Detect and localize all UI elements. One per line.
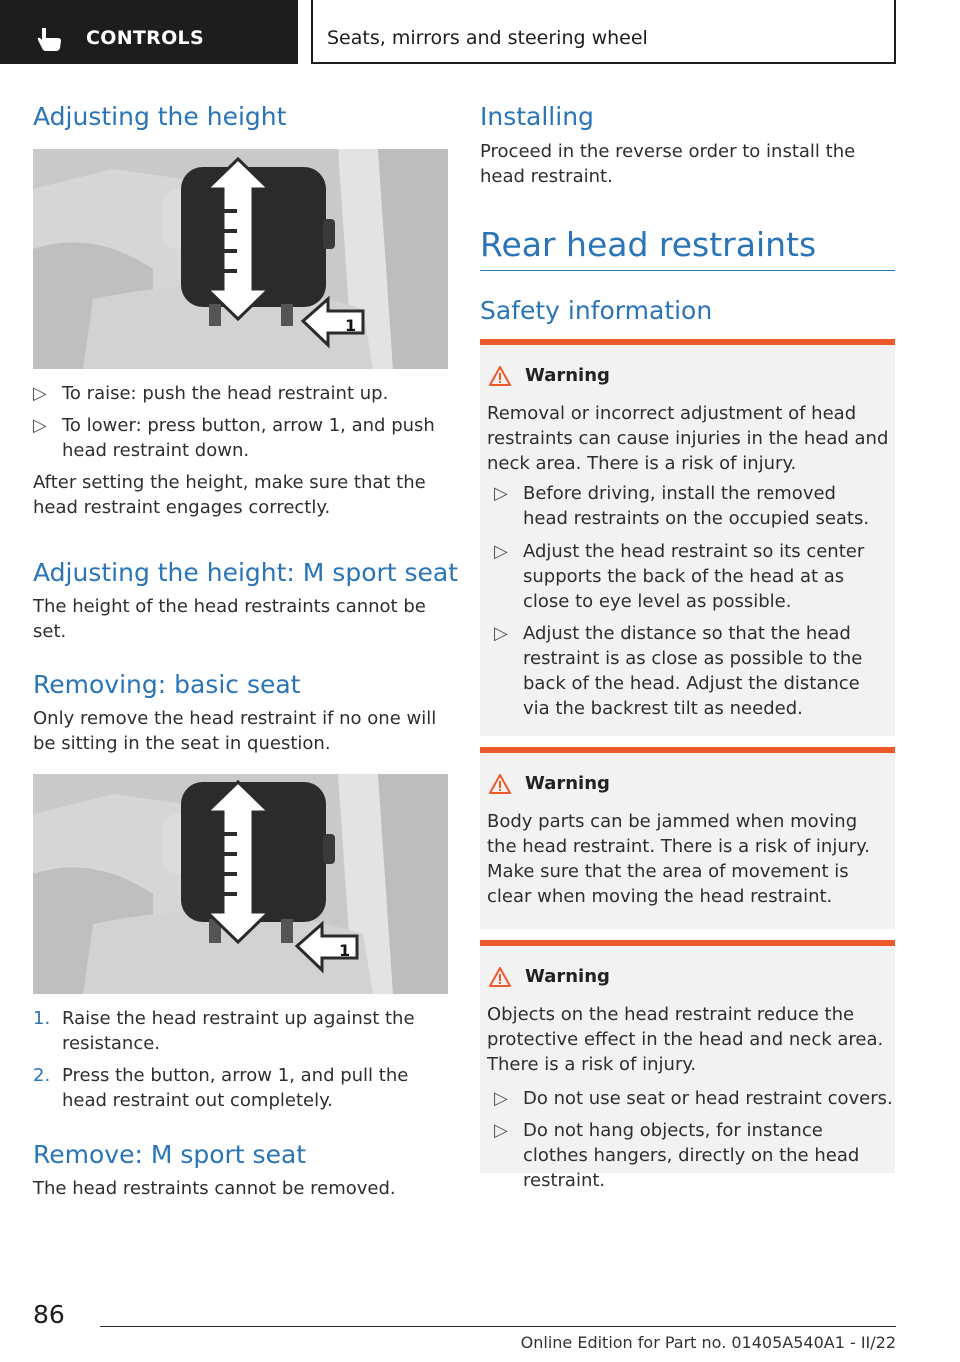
warning-triangle-icon: [488, 365, 512, 387]
triangle-bullet-icon: ▷: [494, 1120, 508, 1141]
heading-rule: [480, 270, 895, 271]
section-tab: [0, 0, 298, 64]
paragraph: Only remove the head restraint if no one will be sitting in the seat in question.: [33, 708, 437, 754]
warning-text: Objects on the head restraint reduce the protective effect in the head and neck area. There is a risk of injury.: [487, 1004, 884, 1075]
triangle-bullet-icon: ▷: [494, 1088, 508, 1109]
triangle-bullet-icon: ▷: [33, 383, 47, 404]
list-item: 1. Raise the head restraint up against the resistance.: [33, 1008, 415, 1054]
figure-removing: [33, 774, 448, 994]
paragraph: The head restraints cannot be removed.: [33, 1178, 396, 1199]
triangle-bullet-icon: ▷: [33, 415, 47, 436]
list-item: ▷ Before driving, install the removed head restraints on the occupied seats.: [494, 483, 870, 529]
warning-triangle-icon: [488, 773, 512, 795]
warning-triangle-icon: [488, 966, 512, 988]
list-item: ▷ Adjust the distance so that the head restraint is as close as possible to the back of the head. Adjust the distance via the backrest tilt as needed.: [494, 623, 863, 719]
paragraph: After setting the height, make sure that the head restraint engages correctly.: [33, 472, 426, 518]
heading-safety-information: Safety information: [480, 296, 713, 325]
heading-remove-msport: Remove: M sport seat: [33, 1140, 307, 1169]
list-item: ▷ Do not use seat or head restraint covers.: [494, 1088, 893, 1109]
paragraph: The height of the head restraints cannot be set.: [33, 596, 426, 642]
chapter-title-box: [311, 0, 896, 64]
section-label: CONTROLS: [86, 27, 204, 49]
footer-rule: [100, 1326, 896, 1327]
paragraph: Proceed in the reverse order to install the head restraint.: [480, 141, 856, 187]
list-item: ▷ Adjust the head restraint so its center supports the back of the head at as close to eye level as possible.: [494, 541, 865, 612]
svg-text:1: 1: [345, 316, 357, 335]
warning-box: Warning Body parts can be jammed when moving the head restraint. There is a risk of injury. Make sure that the area of movement is clear when moving the head restraint.: [480, 747, 895, 929]
triangle-bullet-icon: ▷: [494, 541, 508, 562]
chapter-title: Seats, mirrors and steering wheel: [327, 27, 648, 49]
list-item: ▷ Do not hang objects, for instance clothes hangers, directly on the head restraint.: [494, 1120, 860, 1191]
heading-removing-basic: Removing: basic seat: [33, 670, 301, 699]
list-item: 2. Press the button, arrow 1, and pull the head restraint out completely.: [33, 1065, 409, 1111]
warning-box: Warning Removal or incorrect adjustment of head restraints can cause injuries in the head and neck area. There is a risk of injury. ▷ Before driving, install the removed head restraints on the occupied seats. ▷ Adjust the head restraint so its center supports the back of the head at as close to eye level as possible. ▷ Adjust the distance so that the head restraint is as close as possible to the back of the head. Adjust the distance via the backrest tilt as needed.: [480, 339, 895, 736]
list-item: ▷ To raise: push the head restraint up.: [33, 383, 389, 404]
triangle-bullet-icon: ▷: [494, 623, 508, 644]
warning-text: Removal or incorrect adjustment of head restraints can cause injuries in the head and neck area. There is a risk of injury.: [487, 403, 889, 474]
svg-text:1: 1: [339, 941, 351, 960]
heading-adjusting-height: Adjusting the height: [33, 102, 287, 131]
figure-adjusting-height: [33, 149, 448, 369]
list-item: ▷ To lower: press button, arrow 1, and push head restraint down.: [33, 415, 435, 461]
heading-installing: Installing: [480, 102, 594, 131]
edition-line: Online Edition for Part no. 01405A540A1 - II/22: [520, 1333, 896, 1352]
page-number: 86: [33, 1300, 65, 1329]
warning-text: Body parts can be jammed when moving the head restraint. There is a risk of injury. Make sure that the area of movement is clear when moving the head restraint.: [487, 811, 870, 907]
hand-pointer-icon: [36, 26, 64, 52]
heading-msport-height: Adjusting the height: M sport seat: [33, 558, 459, 587]
triangle-bullet-icon: ▷: [494, 483, 508, 504]
heading-rear-head-restraints: Rear head restraints: [480, 225, 817, 264]
warning-box: Warning Objects on the head restraint reduce the protective effect in the head and neck area. There is a risk of injury. ▷ Do not use seat or head restraint covers. ▷ Do not hang objects, for instance clothes hangers, directly on the head restraint.: [480, 940, 895, 1173]
